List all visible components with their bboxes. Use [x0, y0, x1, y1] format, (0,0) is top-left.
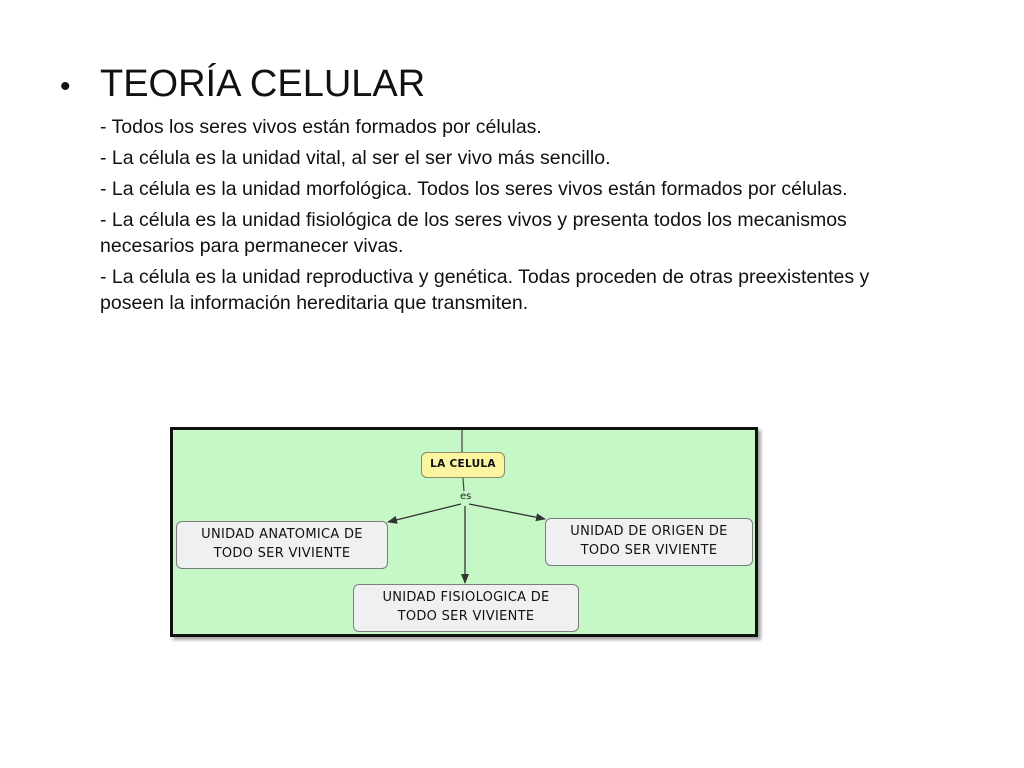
node-unidad-anatomica	[176, 521, 388, 569]
node-unidad-anatomica-line1: UNIDAD ANATOMICA DE	[201, 527, 363, 542]
point-1: - Todos los seres vivos están formados por células.	[100, 116, 542, 138]
link-to-right-node	[469, 504, 545, 519]
link-label-es: es	[460, 491, 472, 502]
point-3: - La célula es la unidad morfológica. Todos los seres vivos están formados por células.	[100, 178, 848, 200]
node-la-celula-label: LA CELULA	[430, 458, 496, 470]
link-to-left-node	[388, 504, 461, 522]
theory-points-list	[100, 114, 920, 321]
point-5: - La célula es la unidad reproductiva y genética. Todas proceden de otras preexistentes y poseen la información hereditaria que transmiten.	[100, 266, 870, 314]
node-unidad-de-origen	[545, 518, 753, 566]
title-text: TEORÍA CELULAR	[100, 63, 426, 105]
link-root-to-label	[463, 478, 464, 492]
node-unidad-de-origen-line2: TODO SER VIVIENTE	[580, 543, 718, 558]
point-2: - La célula es la unidad vital, al ser el ser vivo más sencillo.	[100, 147, 611, 169]
concept-map	[170, 427, 758, 637]
slide-title	[60, 62, 425, 109]
node-unidad-anatomica-line2: TODO SER VIVIENTE	[213, 546, 351, 561]
node-unidad-fisiologica	[353, 584, 579, 632]
node-unidad-fisiologica-line1: UNIDAD FISIOLOGICA DE	[382, 590, 550, 605]
node-la-celula	[421, 452, 505, 478]
node-unidad-de-origen-line1: UNIDAD DE ORIGEN DE	[570, 524, 728, 539]
node-unidad-fisiologica-line2: TODO SER VIVIENTE	[397, 609, 535, 624]
point-4: - La célula es la unidad fisiológica de los seres vivos y presenta todos los mecanismos necesarios para permanecer vivas.	[100, 209, 847, 257]
title-bullet: •	[60, 70, 71, 103]
